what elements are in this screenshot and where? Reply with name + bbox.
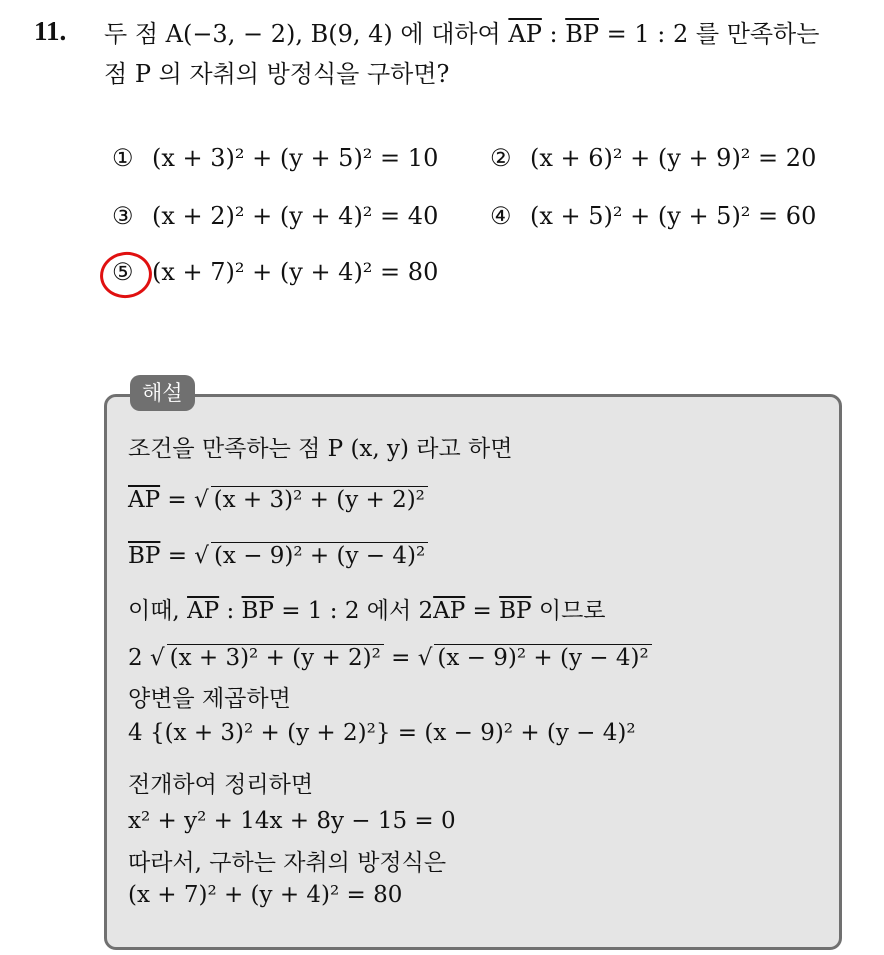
sqrt-radicand: (x − 9)² + (y − 4)²: [434, 644, 651, 671]
choice-text: (x + 5)² + (y + 5)² = 60: [530, 202, 817, 230]
explanation-line-9: x² + y² + 14x + 8y − 15 = 0: [128, 808, 456, 834]
choice-number: ③: [112, 202, 134, 230]
question-stem-line2: 점 P 의 자취의 방정식을 구하면?: [104, 60, 450, 88]
explanation-line-2: $\overline{AP}$ = √ (x + 3)² + (y + 2)²: [128, 486, 428, 513]
sqrt-radicand: (x − 9)² + (y − 4)²: [211, 542, 428, 569]
coefficient: 2: [128, 645, 150, 671]
equals: =: [160, 543, 195, 569]
question-number: 11.: [34, 16, 67, 46]
segment-bp: $\overline{BP}$: [499, 598, 532, 624]
stem-pre: 두 점 A(−3, − 2), B(9, 4) 에 대하여: [104, 20, 509, 48]
explanation-line-4: [128, 592, 606, 625]
equals: =: [465, 598, 500, 624]
answer-circle-mark: [97, 249, 155, 302]
explanation-line-5: 2 √ (x + 3)² + (y + 2)² = √ (x − 9)² + (y − 4)²: [128, 644, 652, 671]
stem-post: = 1 : 2 를 만족하는: [599, 20, 820, 48]
sqrt-radicand: (x + 3)² + (y + 2)²: [211, 486, 428, 513]
explanation-line-7: 4 {(x + 3)² + (y + 2)²} = (x − 9)² + (y − 4)²: [128, 720, 636, 746]
explanation-line-11: (x + 7)² + (y + 4)² = 80: [128, 882, 403, 908]
explanation-line-6: 양변을 제곱하면: [128, 686, 291, 712]
equals: =: [383, 645, 418, 671]
choice-2[interactable]: [490, 144, 816, 172]
explanation-line-1: 조건을 만족하는 점 P (x, y) 라고 하면: [128, 436, 513, 462]
colon: :: [219, 598, 242, 624]
choice-text: (x + 6)² + (y + 9)² = 20: [530, 144, 817, 172]
segment-ap: $\overline{AP}$: [187, 598, 220, 624]
segment-ap: $\overline{AP}$: [128, 487, 161, 513]
text: = 1 : 2 에서 2: [273, 598, 434, 624]
segment-ap: $\overline{AP}$: [433, 598, 466, 624]
explanation-line-3: $\overline{BP}$ = √ (x − 9)² + (y − 4)²: [128, 542, 428, 569]
explanation-line-8: 전개하여 정리하면: [128, 772, 314, 798]
choice-5[interactable]: [112, 258, 438, 286]
choice-number: ④: [490, 202, 512, 230]
segment-bp: $\overline{BP}$: [565, 20, 599, 48]
choice-4[interactable]: [490, 202, 816, 230]
text: 이때,: [128, 598, 188, 624]
choice-text: (x + 3)² + (y + 5)² = 10: [152, 144, 439, 172]
segment-ap: $\overline{AP}$: [508, 20, 542, 48]
choice-text: (x + 7)² + (y + 4)² = 80: [152, 258, 439, 286]
segment-bp: $\overline{BP}$: [128, 543, 161, 569]
choice-3[interactable]: [112, 202, 438, 230]
text: 이므로: [531, 598, 606, 624]
sqrt-radicand: (x + 3)² + (y + 2)²: [167, 644, 384, 671]
choice-number: ①: [112, 144, 134, 172]
choice-1[interactable]: [112, 144, 438, 172]
choice-number: ②: [490, 144, 512, 172]
explanation-tag: 해설: [130, 375, 195, 411]
question-stem-line1: [104, 16, 819, 52]
equals: =: [160, 487, 194, 513]
segment-bp: $\overline{BP}$: [241, 598, 274, 624]
choice-number: ⑤: [112, 258, 134, 286]
choice-text: (x + 2)² + (y + 4)² = 40: [152, 202, 439, 230]
explanation-line-10: 따라서, 구하는 자취의 방정식은: [128, 850, 447, 876]
ratio-colon: :: [541, 20, 566, 48]
